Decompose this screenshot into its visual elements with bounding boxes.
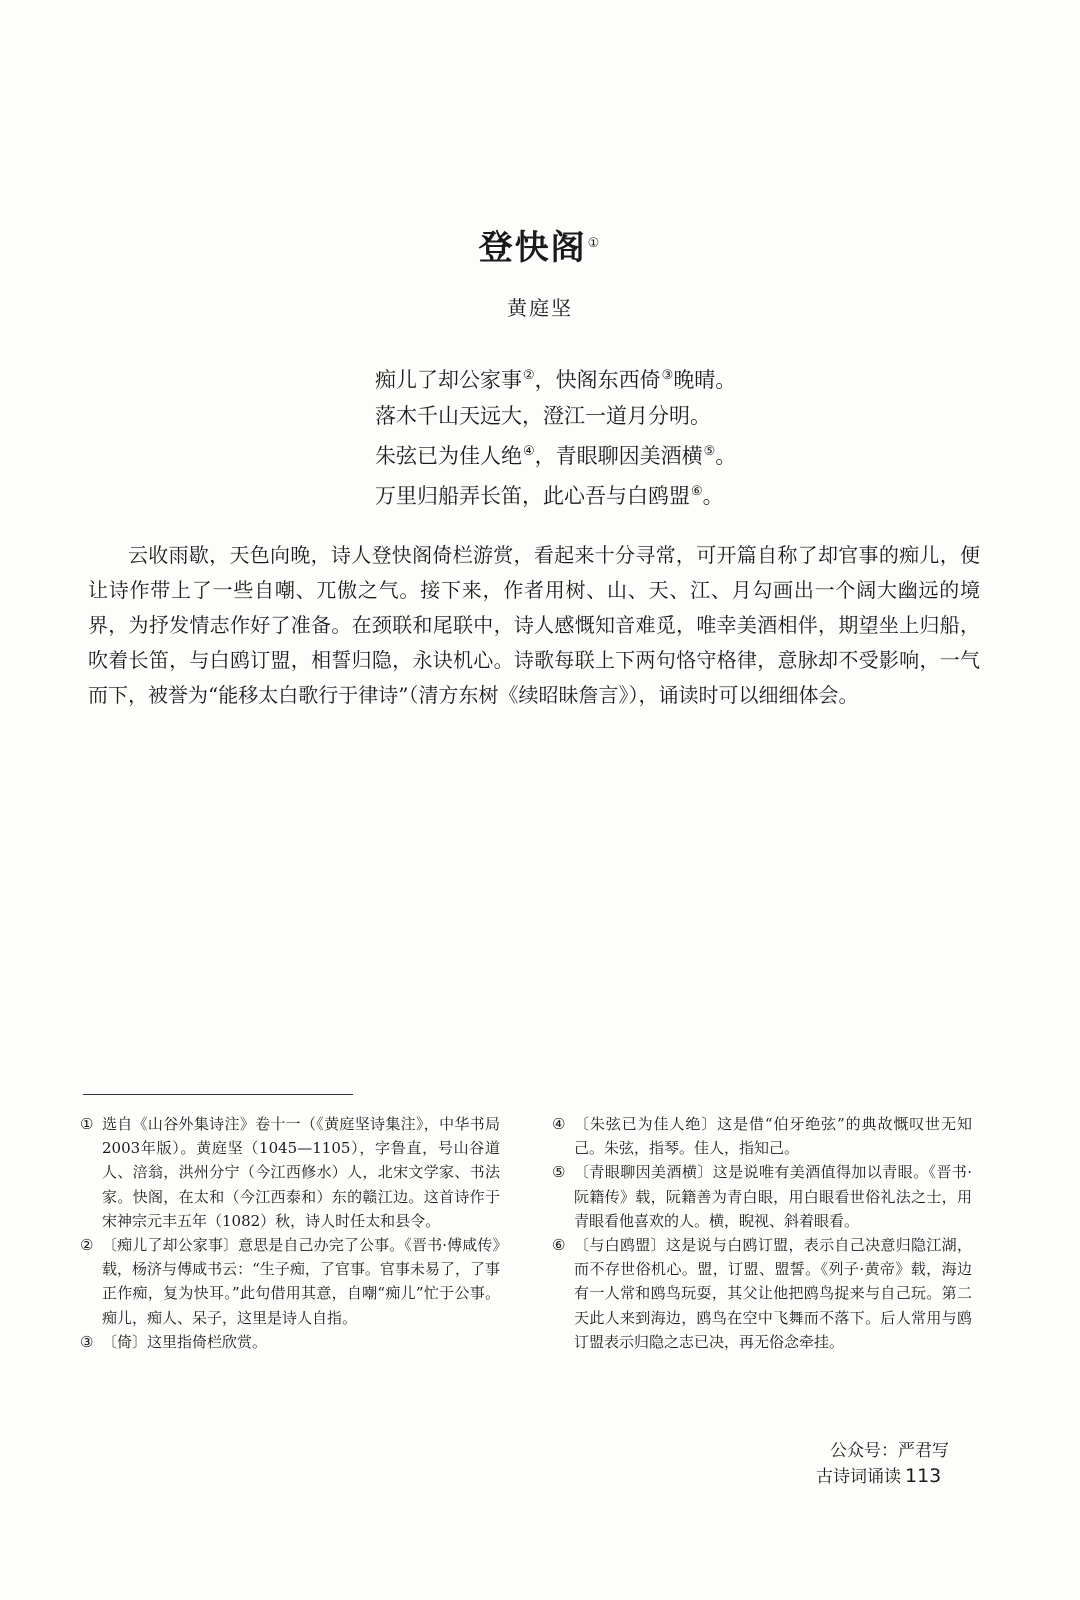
poem-line: 朱弦已为佳人绝④，青眼聊因美酒横⑤。 bbox=[375, 444, 737, 468]
poem-line: 万里归船弄长笛，此心吾与白鸥盟⑥。 bbox=[375, 484, 724, 508]
poem-line: 痴儿了却公家事②，快阁东西倚③晚晴。 bbox=[375, 368, 737, 392]
footnote-marker: ④ bbox=[523, 444, 535, 459]
page-number: 113 bbox=[905, 1465, 942, 1487]
footnote-marker: ③ bbox=[661, 368, 674, 383]
page-footer bbox=[816, 1462, 1016, 1487]
wechat-watermark: 公众号：严君写 bbox=[830, 1441, 949, 1461]
footnote-item: ② 〔痴儿了却公家事〕意思是自己办完了公事。《晋书·傅咸传》载，杨济与傅咸书云：“生子痴，了官事。官事未易了，了事正作痴，复为快耳。”此句借用其意，自嘲“痴儿”忙于公事。痴儿，痴人、呆子，这里是诗人自指。 bbox=[80, 1236, 500, 1327]
footnote-divider bbox=[83, 1094, 353, 1095]
poem-author: 黄庭坚 bbox=[507, 296, 573, 320]
title-text: 登快阁 bbox=[478, 228, 587, 268]
book-section-name: 古诗词诵读 bbox=[816, 1467, 901, 1487]
poem-body bbox=[375, 358, 895, 514]
footnote-marker: ⑤ bbox=[703, 444, 716, 459]
title-footnote-marker: ① bbox=[587, 235, 602, 251]
footnotes-right-column bbox=[552, 1112, 972, 1354]
poem-title bbox=[0, 220, 1080, 269]
commentary bbox=[88, 538, 980, 713]
footnote-item: ① 选自《山谷外集诗注》卷十一（《黄庭坚诗集注》，中华书局2003年版）。黄庭坚（1045—1105），字鲁直，号山谷道人、涪翁，洪州分宁（今江西修水）人，北宋文学家、书法家。快阁，在太和（今江西泰和）东的赣江边。这首诗作于宋神宗元丰五年（1082）秋，诗人时任太和县令。 bbox=[80, 1115, 500, 1230]
commentary-paragraph: 云收雨歇，天色向晚，诗人登快阁倚栏游赏，看起来十分寻常，可开篇自称了却官事的痴儿，便让诗作带上了一些自嘲、兀傲之气。接下来，作者用树、山、天、江、月勾画出一个阔大幽远的境界，为抒发情志作好了准备。在颈联和尾联中，诗人感慨知音难觅，唯幸美酒相伴，期望坐上归船，吹着长笛，与白鸥订盟，相誓归隐，永诀机心。诗歌每联上下两句恪守格律，意脉却不受影响，一气而下，被誉为“能移太白歌行于律诗”（清方东树《续昭昧詹言》），诵读时可以细细体会。 bbox=[88, 543, 980, 707]
footnote-item: ③ 〔倚〕这里指倚栏欣赏。 bbox=[80, 1332, 268, 1351]
footnote-item: ④ 〔朱弦已为佳人绝〕这是借“伯牙绝弦”的典故慨叹世无知己。朱弦，指琴。佳人，指知己。 bbox=[552, 1115, 972, 1158]
footnote-item: ⑤ 〔青眼聊因美酒横〕这是说唯有美酒值得加以青眼。《晋书·阮籍传》载，阮籍善为青白眼，用白眼看世俗礼法之士，用青眼看他喜欢的人。横，睨视、斜着眼看。 bbox=[552, 1163, 972, 1230]
poem-line: 落木千山天远大，澄江一道月分明。 bbox=[375, 404, 711, 428]
footnotes-left-column bbox=[80, 1112, 500, 1354]
footnote-marker: ⑥ bbox=[691, 484, 703, 499]
footnote-marker: ② bbox=[523, 368, 535, 383]
footnote-item: ⑥ 〔与白鸥盟〕这是说与白鸥订盟，表示自己决意归隐江湖，而不存世俗机心。盟，订盟、盟誓。《列子·黄帝》载，海边有一人常和鸥鸟玩耍，其父让他把鸥鸟捉来与自己玩。第二天此人来到海边，鸥鸟在空中飞舞而不落下。后人常用与鸥订盟表示归隐之志已决，再无俗念牵挂。 bbox=[552, 1236, 972, 1351]
